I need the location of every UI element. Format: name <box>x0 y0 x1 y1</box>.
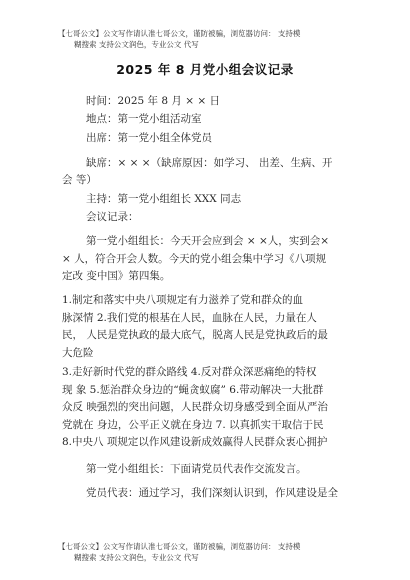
meeting-absent-line1: 缺席：× × ×（缺席原因：如学习、 出差、生病、开 <box>86 157 333 169</box>
meeting-time: 时间：2025 年 8 月 × × 日 <box>86 95 221 107</box>
document-title: 2025 年 8 月党小组会议记录 <box>116 62 294 77</box>
meeting-absent-line2: 会 等） <box>62 174 97 186</box>
watermark-notice-bottom <box>58 541 398 563</box>
transition-remark: 第一党小组组长：下面请党员代表作交流发言。 <box>86 463 307 475</box>
member-speech: 党员代表：通过学习，我们深刻认识到，作风建设是全 <box>86 487 338 499</box>
opening-line2: × 人，符合开会人数。今天的党小组会集中学习《八项规 <box>62 253 327 265</box>
meeting-host: 主持：第一党小组组长 XXX 同志 <box>86 193 242 205</box>
meeting-attendees: 出席：第一党小组全体党员 <box>86 132 212 144</box>
study-points-1-2: 1.制定和落实中央八项规定有力滋养了党和群众的血 脉深情 2.我们党的根基在人民，血脉在人民，力量在人 民， 人民是党执政的最大底气，脱离人民是党执政后的最 大危险 <box>62 294 328 359</box>
record-label: 会议记录： <box>86 211 139 223</box>
watermark-notice-top <box>58 28 398 50</box>
meeting-location: 地点：第一党小组活动室 <box>86 113 202 125</box>
study-points-3-8: 3.走好新时代党的群众路线 4.反对群众深恶痛绝的特权 现 象 5.惩治群众身边的“蝇贪蚁腐” 6.带动解决一大批群 众反 映强烈的突出问题，人民群众切身感受到全面从严治 党就在 身边，公平正义就在身边 7. 以真抓实干取信于民 8.中央八 项规定以作风建设新成效赢得人民群众衷心拥护 <box>62 366 328 448</box>
notice-bottom-line1: 【七哥公文】公文写作请认准七哥公文，谨防被骗，浏览器访问： 支持模 <box>58 542 301 551</box>
opening-line1: 第一党小组组长：今天开会应到会 × ×人，实到会× <box>86 235 330 247</box>
notice-bottom-line2: 糊搜索 支持公文润色，专业公文 代写 <box>74 553 199 562</box>
notice-top-line2: 糊搜索 支持公文润色，专业公文 代写 <box>74 40 199 49</box>
notice-top-line1: 【七哥公文】公文写作请认准七哥公文，谨防被骗，浏览器访问： 支持模 <box>58 29 301 38</box>
opening-line3: 定改 变中国》第四集。 <box>62 270 171 282</box>
